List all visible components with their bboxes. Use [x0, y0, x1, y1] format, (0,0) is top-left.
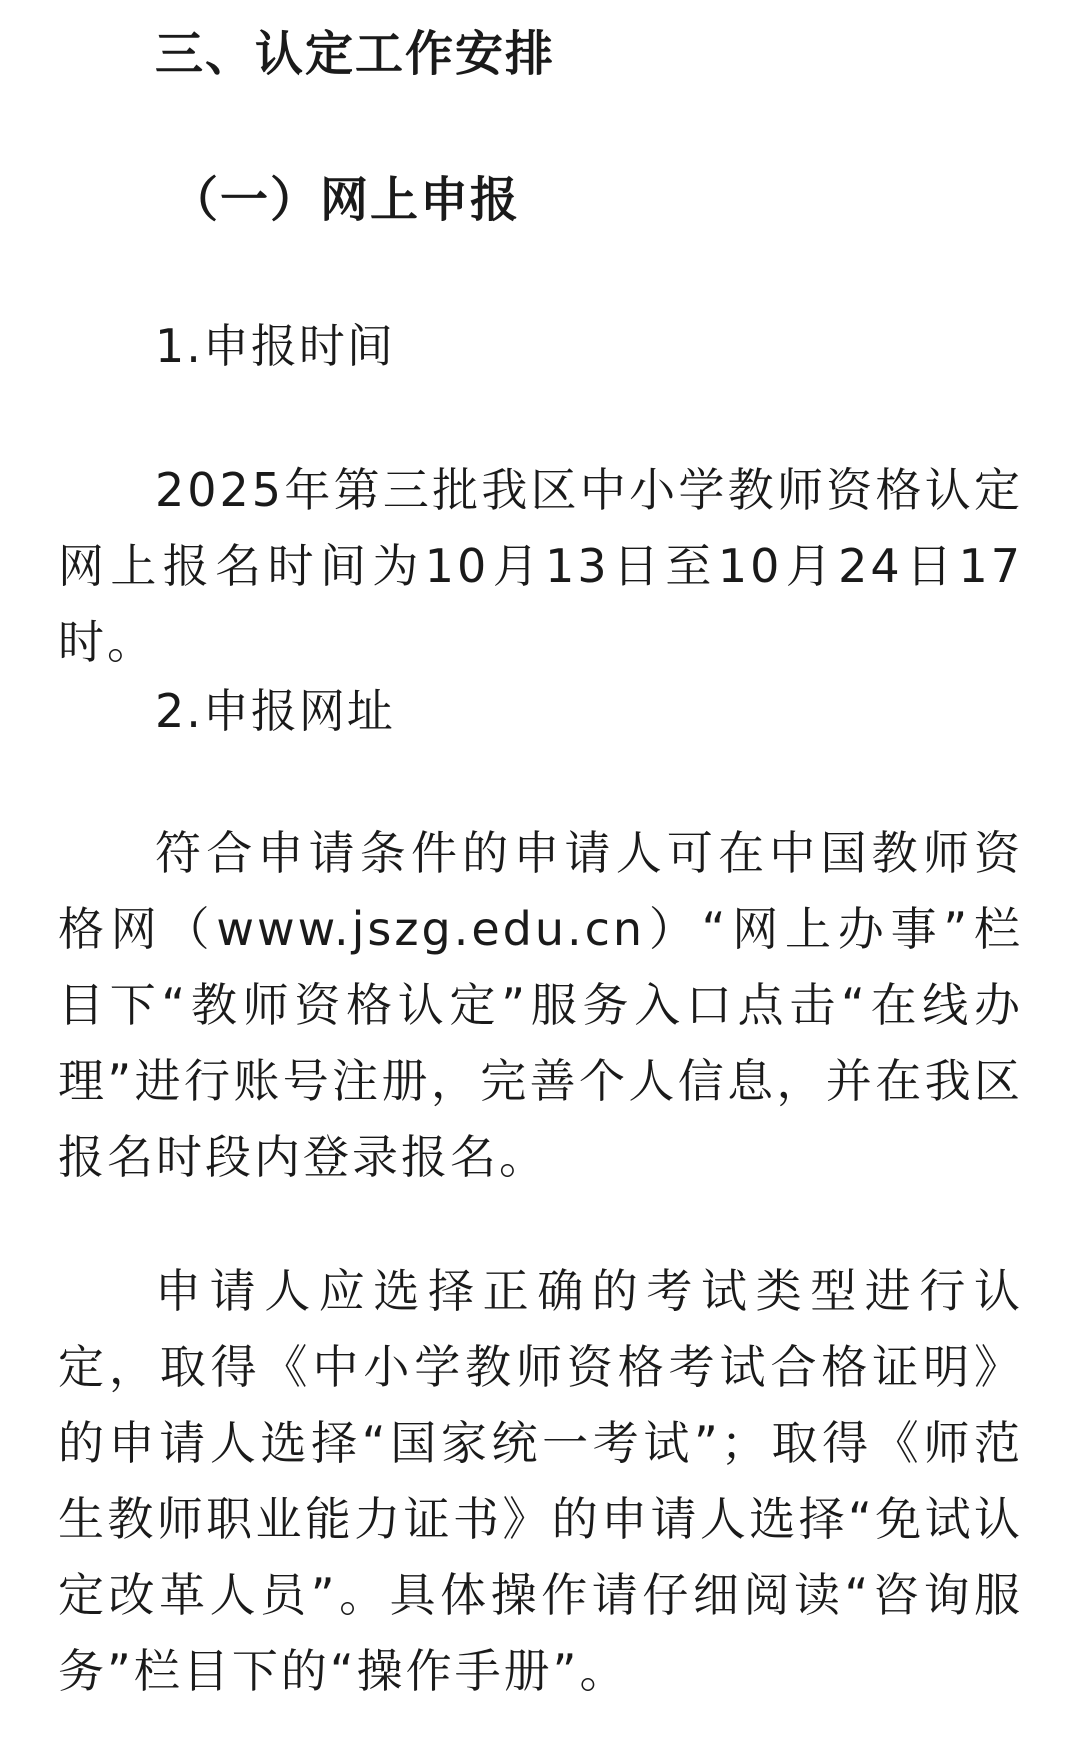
- subsection-heading-online: （一）网上申报: [170, 172, 521, 228]
- paragraph-registration-time: 2025年第三批我区中小学教师资格认定网上报名时间为10月13日至10月24日17时。: [58, 463, 1023, 669]
- section-heading-arrangement: 三、认定工作安排: [155, 26, 556, 82]
- paragraph-registration-url: 符合申请条件的申请人可在中国教师资格网（www.jszg.edu.cn）“网上办事”栏目下“教师资格认定”服务入口点击“在线办理”进行账号注册，完善个人信息，并在我区报名时段内登录报名。: [58, 826, 1023, 1184]
- paragraph-exam-type: 申请人应选择正确的考试类型进行认定，取得《中小学教师资格考试合格证明》的申请人选择“国家统一考试”；取得《师范生教师职业能力证书》的申请人选择“免试认定改革人员”。具体操作请仔细阅读“咨询服务”栏目下的“操作手册”。: [58, 1264, 1023, 1698]
- item-heading-url: 2.申报网址: [155, 684, 395, 738]
- item-heading-time: 1.申报时间: [155, 319, 395, 373]
